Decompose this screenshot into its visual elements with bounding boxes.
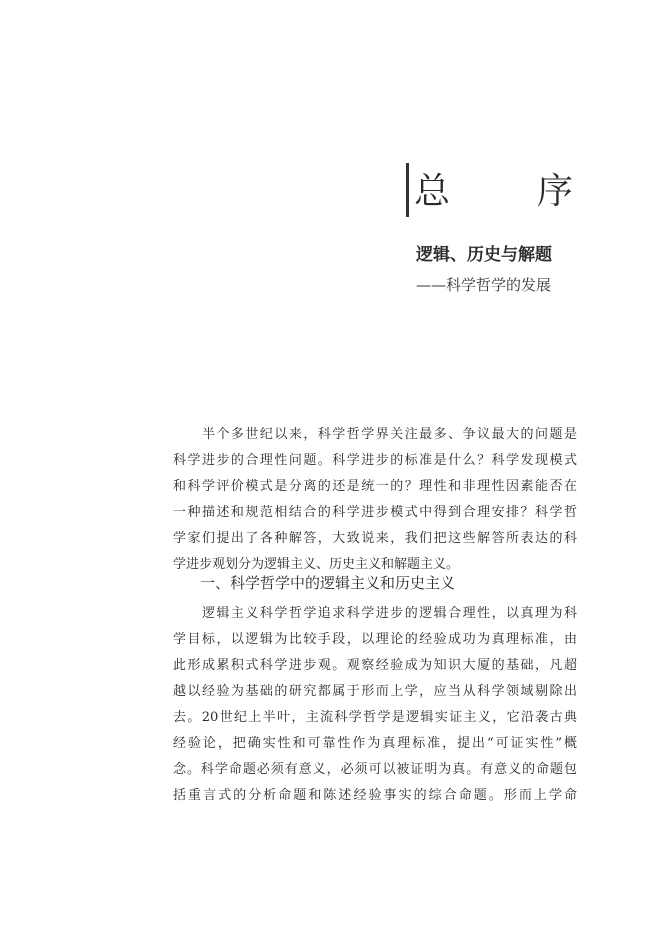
text-line: 此形成累积式科学进步观。观察经验成为知识大厦的基础，凡超 (173, 658, 577, 673)
text-line: 学进步观划分为逻辑主义、历史主义和解题主义。 (173, 557, 460, 572)
subtitle: 逻辑、历史与解题 (416, 245, 552, 265)
sub-subtitle: ——科学哲学的发展 (416, 276, 552, 294)
text-line: 越以经验为基础的研究都属于形而上学，应当从科学领域剔除出 (173, 684, 577, 699)
text-line: 经验论，把确实性和可靠性作为真理标准，提出“可证实性”概 (173, 736, 577, 751)
text-line: 半个多世纪以来，科学哲学界关注最多、争议最大的问题是 (173, 427, 577, 442)
text-line: 括重言式的分析命题和陈述经验事实的综合命题。形而上学命 (173, 788, 577, 803)
title-rule (406, 163, 409, 217)
text-line: 和科学评价模式是分离的还是统一的？理性和非理性因素能否在 (173, 479, 577, 494)
text-line: 学家们提出了各种解答，大致说来，我们把这些解答所表达的科 (173, 531, 577, 546)
text-line: 科学进步的合理性问题。科学进步的标准是什么？科学发现模式 (173, 453, 577, 468)
text-line: 念。科学命题必须有意义，必须可以被证明为真。有意义的命题包 (173, 762, 577, 777)
intro-paragraph (173, 422, 577, 578)
text-line: 去。20世纪上半叶，主流科学哲学是逻辑实证主义，它沿袭古典 (173, 710, 577, 725)
page-title-right-char: 序 (537, 171, 574, 212)
text-line: 逻辑主义科学哲学追求科学进步的逻辑合理性，以真理为科 (173, 606, 577, 621)
text-line: 学目标，以逻辑为比较手段，以理论的经验成功为真理标准，由 (173, 632, 577, 647)
section-heading: 一、科学哲学中的逻辑主义和历史主义 (200, 574, 456, 592)
page-title-left-char: 总 (414, 171, 451, 212)
text-line: 一种描述和规范相结合的科学进步模式中得到合理安排？科学哲 (173, 505, 577, 520)
section-paragraph (173, 601, 577, 809)
